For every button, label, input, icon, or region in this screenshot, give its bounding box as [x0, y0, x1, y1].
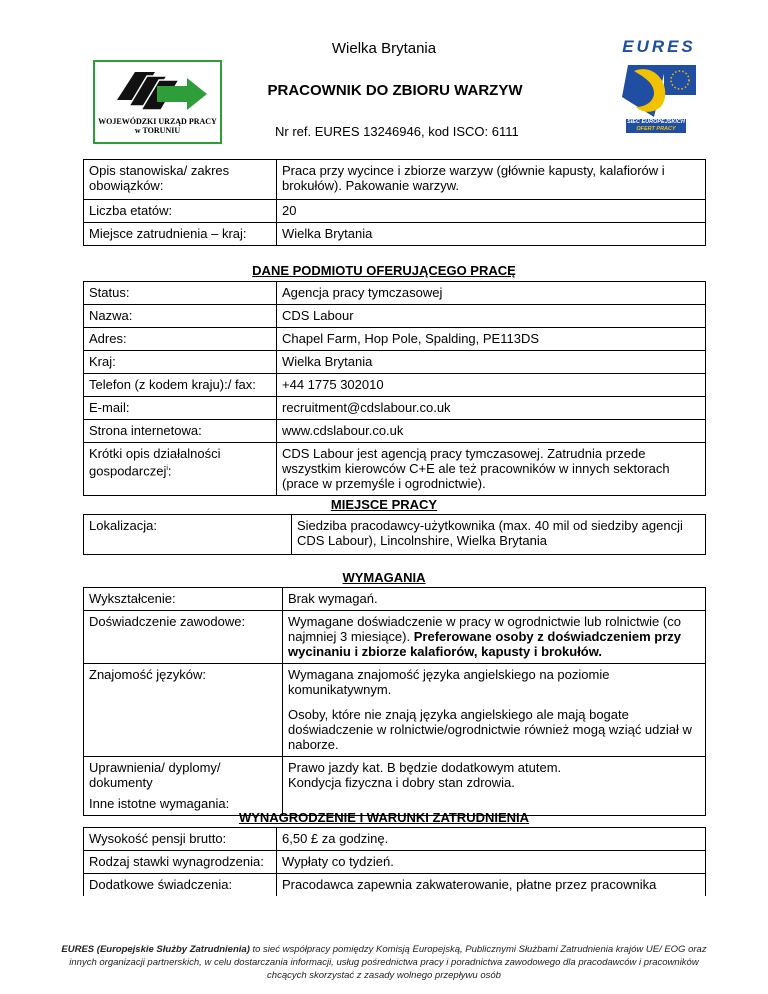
table-row	[84, 160, 706, 200]
licenses-value: Prawo jazdy kat. B będzie dodatkowym atutem.	[288, 760, 562, 775]
table-row	[84, 200, 706, 223]
row-label: Strona internetowa:	[84, 420, 277, 443]
table-row	[84, 515, 706, 555]
row-label: Doświadczenie zawodowe:	[84, 611, 283, 664]
eures-sub-2: OFERT PRACY	[636, 126, 676, 132]
salary-table	[83, 827, 706, 896]
email-link[interactable]: recruitment@cdslabour.co.uk	[282, 400, 451, 415]
job-table	[83, 159, 706, 246]
row-label: Liczba etatów:	[84, 200, 277, 223]
row-value: CDS Labour	[277, 305, 706, 328]
row-value: Wypłaty co tydzień.	[277, 851, 706, 874]
footer-note	[60, 943, 708, 982]
table-row	[84, 397, 706, 420]
table-row	[84, 851, 706, 874]
row-label: Adres:	[84, 328, 277, 351]
row-value: Praca przy wycince i zbiorze warzyw (głównie kapusty, kalafiorów i brokułów). Pakowanie warzyw.	[277, 160, 706, 200]
table-row	[84, 351, 706, 374]
wup-logo-text-2: w TORUNIU	[134, 126, 181, 135]
table-row	[84, 282, 706, 305]
row-value: Wielka Brytania	[277, 223, 706, 246]
table-row	[84, 828, 706, 851]
row-label-text: Krótki opis działalności gospodarczej	[89, 446, 221, 479]
row-label: Dodatkowe świadczenia:	[84, 874, 277, 897]
row-label: Wysokość pensji brutto:	[84, 828, 277, 851]
row-value	[283, 664, 706, 757]
table-row	[84, 443, 706, 496]
employer-section-title: DANE PODMIOTU OFERUJĄCEGO PRACĘ	[252, 263, 516, 278]
table-row	[84, 757, 706, 816]
row-value: Wielka Brytania	[277, 351, 706, 374]
row-value	[277, 397, 706, 420]
table-row	[84, 874, 706, 897]
row-label	[84, 443, 277, 496]
row-label: E-mail:	[84, 397, 277, 420]
row-value	[283, 611, 706, 664]
job-title: PRACOWNIK DO ZBIORU WARZYW	[267, 82, 523, 99]
row-value: Chapel Farm, Hop Pole, Spalding, PE113DS	[277, 328, 706, 351]
row-label: Kraj:	[84, 351, 277, 374]
experience-preferred: Preferowane osoby z doświadczeniem przy wycinaniu i zbiorze kalafiorów, kapusty i brokułów.	[288, 629, 682, 659]
table-row	[84, 420, 706, 443]
row-label: Rodzaj stawki wynagrodzenia:	[84, 851, 277, 874]
row-value: Pracodawca zapewnia zakwaterowanie, płatne przez pracownika	[277, 874, 706, 897]
row-value: Agencja pracy tymczasowej	[277, 282, 706, 305]
table-row	[84, 588, 706, 611]
eures-logo-text: EURES	[622, 37, 696, 56]
row-value: 20	[277, 200, 706, 223]
row-label: Lokalizacja:	[84, 515, 292, 555]
row-label: Znajomość języków:	[84, 664, 283, 757]
row-value: CDS Labour jest agencją pracy tymczasowej. Zatrudnia przede wszystkim kierowców C+E ale też pracowników w innych sektorach (prace w przemyśle i ogrodnictwie).	[277, 443, 706, 496]
requirements-section-title: WYMAGANIA	[342, 570, 426, 585]
table-row	[84, 328, 706, 351]
row-label: Wykształcenie:	[84, 588, 283, 611]
other-requirements-label: Inne istotne wymagania:	[89, 796, 230, 811]
reference-number: Nr ref. EURES 13246946, kod ISCO: 6111	[275, 124, 519, 139]
row-value	[283, 757, 706, 816]
row-value	[277, 420, 706, 443]
wup-logo	[93, 60, 222, 144]
table-row	[84, 374, 706, 397]
row-value: Siedziba pracodawcy-użytkownika (max. 40 mil od siedziby agencji CDS Labour), Lincolnshire, Wielka Brytania	[292, 515, 706, 555]
experience-text: Wymagane doświadczenie w pracy w ogrodnictwie lub rolnictwie (co najmniej 3 miesiące).	[288, 614, 681, 644]
footer-lead: EURES (Europejskie Służby Zatrudnienia)	[61, 944, 250, 955]
country-header: Wielka Brytania	[331, 40, 437, 57]
eures-emblem-icon	[614, 57, 704, 119]
workplace-section-title: MIEJSCE PRACY	[330, 497, 438, 512]
languages-text-2: Osoby, które nie znają języka angielskiego ale mają bogate doświadczenie w rolnictwie/ogrodnictwie również mogą wziąć udział w naborze.	[288, 707, 692, 752]
wup-logo-graphic	[95, 62, 220, 114]
wup-logo-text-1: WOJEWÓDZKI URZĄD PRACY	[98, 117, 217, 126]
row-value: 6,50 £ za godzinę.	[277, 828, 706, 851]
requirements-table	[83, 587, 706, 816]
row-value: Brak wymagań.	[283, 588, 706, 611]
row-label: Opis stanowiska/ zakres obowiązków:	[84, 160, 277, 200]
table-row	[84, 611, 706, 664]
footnote-marker: i	[166, 465, 168, 472]
table-row	[84, 223, 706, 246]
eures-sub-1: SIEĆ EUROPEJSKICH	[627, 119, 685, 125]
footer-text: to sieć współpracy pomiędzy Komisją Europejską, Publicznymi Służbami Zatrudnienia krajów UE/ EOG oraz innych organizacji partnerskich, w celu dostarczania informacji, usług pośrednictwa pracy i poradnictwa zawodowego dla pracodawców i pracowników chcących skorzystać z zasady wolnego przepływu osób	[69, 944, 707, 981]
licenses-label: Uprawnienia/ dyplomy/ dokumenty	[89, 760, 221, 790]
row-label-suffix: :	[167, 463, 172, 479]
eures-logo	[614, 37, 704, 137]
salary-section-title: WYNAGRODZENIE I WARUNKI ZATRUDNIENIA	[238, 810, 530, 825]
workplace-table	[83, 514, 706, 555]
row-label: Miejsce zatrudnienia – kraj:	[84, 223, 277, 246]
other-requirements-value: Kondycja fizyczna i dobry stan zdrowia.	[288, 775, 515, 790]
table-row	[84, 305, 706, 328]
table-row	[84, 664, 706, 757]
website-link[interactable]: www.cdslabour.co.uk	[282, 423, 404, 438]
languages-text-1: Wymagana znajomość języka angielskiego na poziomie komunikatywnym.	[288, 667, 610, 697]
row-label: Nazwa:	[84, 305, 277, 328]
row-label: Status:	[84, 282, 277, 305]
row-label	[84, 757, 283, 816]
employer-table	[83, 281, 706, 496]
row-label: Telefon (z kodem kraju):/ fax:	[84, 374, 277, 397]
row-value: +44 1775 302010	[277, 374, 706, 397]
